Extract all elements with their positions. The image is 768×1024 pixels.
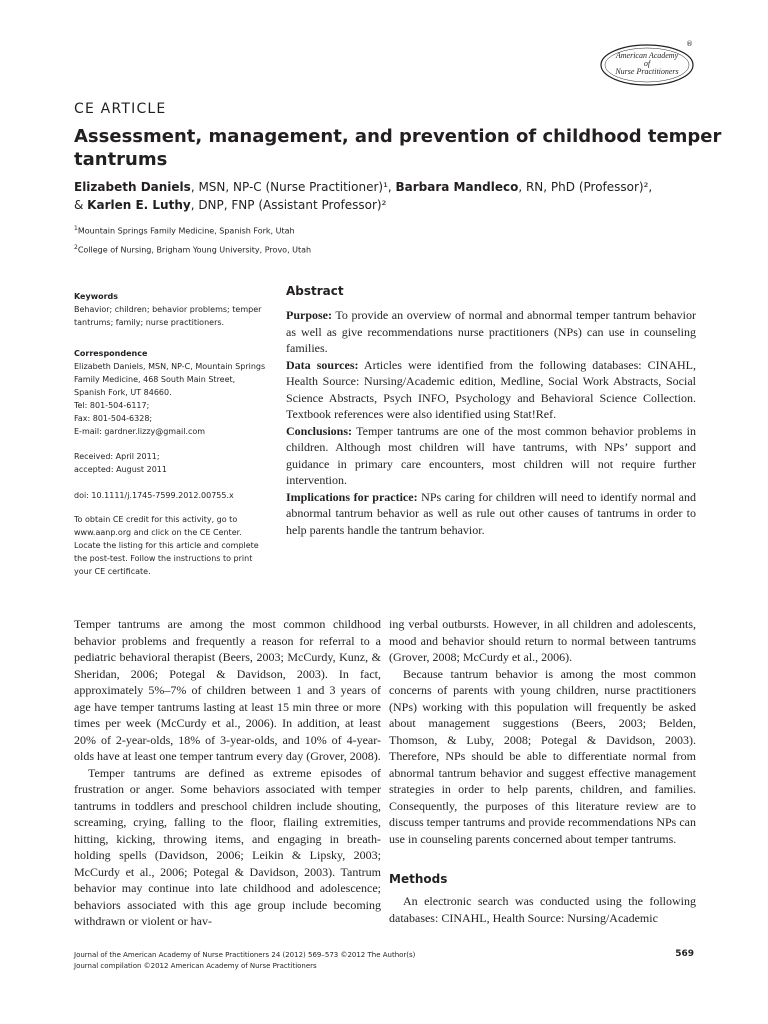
body-paragraph: An electronic search was conducted using the following databases: CINAHL, Health Source: Nursing/Academic (389, 894, 696, 925)
abstract-conclusions (286, 423, 696, 489)
correspondence-line: Tel: 801-504-6117; (74, 401, 150, 410)
body-column-left (74, 616, 381, 930)
journal-citation: Journal of the American Academy of Nurse Practitioners 24 (2012) 569–573 ©2012 The Author(s) (74, 951, 416, 959)
journal-compilation: Journal compilation ©2012 American Academy of Nurse Practitioners (74, 962, 317, 970)
correspondence-section (74, 347, 274, 438)
abstract-text: NPs caring for children will need to identify normal and abnormal tantrum behavior as well as rule out other causes of tantrums in order to help parents handle the tantrum behavior. (286, 489, 696, 537)
logo-line-1: American Academy (615, 51, 679, 60)
logo-text (607, 52, 687, 76)
doi-section (74, 489, 274, 502)
abstract-data-sources (286, 357, 696, 423)
doi-link[interactable]: doi: 10.1111/j.1745-7599.2012.00755.x (74, 491, 234, 500)
logo-line-3: Nurse Practitioners (615, 67, 679, 76)
accepted-date: accepted: August 2011 (74, 465, 167, 474)
ce-line: the post-test. Follow the instructions to print (74, 554, 253, 563)
abstract-implications (286, 489, 696, 539)
page-footer (74, 950, 415, 972)
dates-section (74, 450, 274, 476)
affiliation-text: College of Nursing, Brigham Young University, Provo, Utah (77, 245, 312, 255)
affiliation-text: Mountain Springs Family Medicine, Spanish Fork, Utah (77, 226, 295, 236)
author-name: Barbara Mandleco (395, 180, 519, 194)
abstract-label: Implications for practice: (286, 489, 418, 504)
affiliation-number: 1 (74, 225, 78, 232)
keywords-heading: Keywords (74, 292, 119, 301)
body-paragraph: Temper tantrums are among the most common childhood behavior problems and frequently a reason for referral to a pediatric behavioral therapist (Beers, 2003; McCurdy, Kunz, & Sheridan, 2006; Potegal & Davidson, 2003). In fact, approximately 5%–7% of children between 1 and 3 years of age have temper tantrums lasting at least 15 min three or more times per week (McCurdy et al., 2006). In addition, at least 20% of 2-year-olds, 18% of 3-year-olds, and 10% of 4-year-olds have at least one temper tantrum every day (Grover, 2008). (74, 617, 381, 763)
ce-line: your CE certificate. (74, 567, 151, 576)
abstract-text: Articles were identified from the following databases: CINAHL, Health Source: Nursing/Academic edition, Medline, Social Work Abstracts, Social Science Abstracts, Psych INFO, Psychology and Behavioral Science Collection. Textbook references were also identified using Stat!Ref. (286, 357, 696, 421)
ce-line: Locate the listing for this article and complete (74, 541, 259, 550)
ce-credit-section (74, 513, 274, 578)
body-paragraph: Because tantrum behavior is among the most common concerns of parents with young children, nurse practitioners (NPs) working with this population will frequently be asked about management suggestions (Beers, 2003; Belden, Thomson, & Luby, 2008; Potegal & Davidson, 2003). Therefore, NPs should be able to differentiate normal from abnormal tantrum behavior and suggest effective management strategies in order to help parents, children, and families. Consequently, the purposes of this literature review are to discuss temper tantrums and provide recommendations NPs can use in counseling parents concerned about temper tantrums. (389, 666, 696, 846)
article-title: Assessment, management, and prevention of childhood temper tantrums (74, 126, 722, 170)
methods-heading: Methods (389, 872, 448, 886)
correspondence-line: Elizabeth Daniels, MSN, NP-C, Mountain Springs (74, 362, 266, 371)
correspondence-email[interactable]: E-mail: gardner.lizzy@gmail.com (74, 427, 206, 436)
article-type-label: CE ARTICLE (74, 101, 167, 117)
ce-link-line[interactable]: www.aanp.org and click on the CE Center. (74, 528, 242, 537)
author-credentials: , MSN, NP-C (Nurse Practitioner)¹, (190, 180, 396, 194)
abstract-purpose (286, 307, 696, 357)
registered-mark: ® (686, 40, 693, 48)
received-date: Received: April 2011; (74, 452, 160, 461)
ce-line: To obtain CE credit for this activity, go to (74, 515, 238, 524)
author-name: Karlen E. Luthy (87, 198, 191, 212)
correspondence-line: Spanish Fork, UT 84660. (74, 388, 172, 397)
author-name: Elizabeth Daniels (74, 180, 191, 194)
correspondence-line: Family Medicine, 468 South Main Street, (74, 375, 236, 384)
correspondence-line: Fax: 801-504-6328; (74, 414, 153, 423)
correspondence-heading: Correspondence (74, 349, 148, 358)
aanp-logo (599, 43, 695, 87)
affiliation-item (74, 240, 311, 259)
author-connector: & (74, 198, 88, 212)
author-credentials: , DNP, FNP (Assistant Professor)² (190, 198, 387, 212)
abstract-text: Temper tantrums are one of the most common behavior problems in children. Although most children will have tantrums, with NPs’ support and guidance in primary care encounters, most children will not require further intervention. (286, 423, 696, 487)
abstract-label: Conclusions: (286, 423, 353, 438)
abstract-label: Data sources: (286, 357, 359, 372)
abstract-label: Purpose: (286, 308, 332, 322)
body-column-right (389, 616, 696, 926)
abstract-text: To provide an overview of normal and abnormal temper tantrum behavior as well as give recommendations nurse practitioners (NPs) can use in counseling families. (286, 308, 696, 355)
abstract-heading: Abstract (286, 284, 344, 298)
keywords-section (74, 290, 274, 329)
keywords-line: Behavior; children; behavior problems; temper (74, 305, 262, 314)
page-number: 569 (675, 949, 694, 959)
affiliations (74, 221, 311, 258)
logo-line-2: of (643, 59, 651, 68)
affiliation-number: 2 (74, 243, 78, 251)
author-credentials: , RN, PhD (Professor)², (518, 180, 653, 194)
abstract-body (286, 307, 696, 538)
body-paragraph: Temper tantrums are defined as extreme episodes of frustration or anger. Some behaviors associated with temper tantrums in toddlers and preschool children include shouting, screaming, crying, falling to the floor, flailing extremities, hitting, kicking, throwing items, and engaging in breath-holding spells (Davidson, 2006; Leikin & Lipsky, 2003; McCurdy et al., 2006; Potegal & Davidson, 2003). Tantrum behavior may continue into late childhood and adolescence; behaviors associated with this age group include becoming withdrawn or violent or hav- (74, 765, 381, 928)
author-list (74, 178, 714, 214)
body-paragraph: ing verbal outbursts. However, in all children and adolescents, mood and behavior should return to normal between tantrums (Grover, 2008; McCurdy et al., 2006). (389, 617, 696, 664)
affiliation-item (74, 221, 311, 240)
keywords-line: tantrums; family; nurse practitioners. (74, 318, 225, 327)
